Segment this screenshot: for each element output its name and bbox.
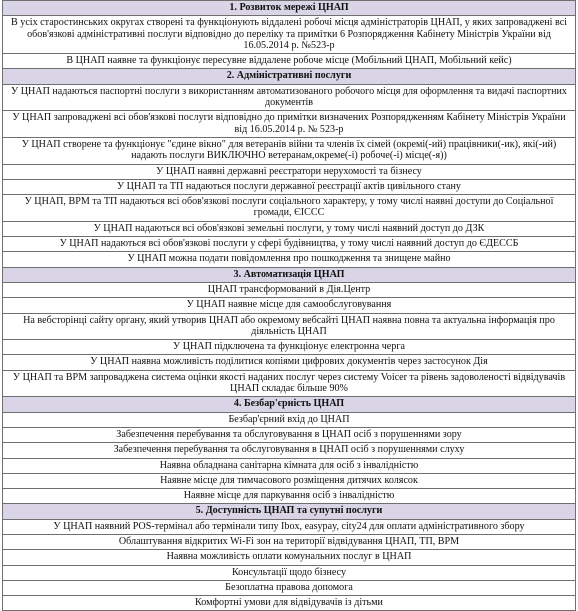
criterion-text: В усіх старостинських округах створені та функціонують віддалені робочі місця адміністраторів ЦНАП, у яких запроваджені всі обов'язкові адміністративні послуги відповідно до переліку та примітки 6 Розпорядження Кабінету Міністрів України від 16.05.2014 р. №523-р bbox=[3, 16, 576, 54]
criterion-text: Наявна можливість оплати комунальних послуг в ЦНАП bbox=[3, 550, 576, 565]
section-title: 4. Безбар'єрність ЦНАП bbox=[3, 397, 576, 412]
criterion-text: У ЦНАП, ВРМ та ТП надаються всі обов'язкові послуги соціального характеру, у тому числі наявні доступи до Соціальної громади, ЄІССС bbox=[3, 195, 576, 222]
criterion-row bbox=[3, 137, 576, 164]
section-title: 1. Розвиток мережі ЦНАП bbox=[3, 1, 576, 16]
criterion-text: Безоплатна правова допомога bbox=[3, 580, 576, 595]
criterion-text: Забезпечення перебування та обслуговування в ЦНАП осіб з порушеннями слуху bbox=[3, 443, 576, 458]
criterion-text: Наявне місце для паркування осіб з інвалідністю bbox=[3, 489, 576, 504]
criterion-text: У ЦНАП надаються всі обов'язкові земельні послуги, у тому числі наявний доступ до ДЗК bbox=[3, 221, 576, 236]
criterion-row bbox=[3, 340, 576, 355]
criteria-table bbox=[2, 0, 576, 611]
criterion-text: Комфортні умови для відвідувачів із дітьми bbox=[3, 596, 576, 611]
criterion-row bbox=[3, 164, 576, 179]
criterion-row bbox=[3, 54, 576, 69]
criterion-text: Безбар'єрний вхід до ЦНАП bbox=[3, 412, 576, 427]
section-header-row bbox=[3, 504, 576, 519]
criterion-text: У ЦНАП надаються всі обов'язкові послуги у сфері будівництва, у тому числі наявний доступ до ЄДЕССБ bbox=[3, 237, 576, 252]
criterion-row bbox=[3, 412, 576, 427]
criterion-row bbox=[3, 443, 576, 458]
criterion-row bbox=[3, 237, 576, 252]
criterion-row bbox=[3, 489, 576, 504]
criterion-text: У ЦНАП надаються паспортні послуги з використанням автоматизованого робочого місця для оформлення та видачі паспортних документів bbox=[3, 84, 576, 111]
criterion-row bbox=[3, 534, 576, 549]
section-header-row bbox=[3, 69, 576, 84]
section-title: 3. Автоматизація ЦНАП bbox=[3, 267, 576, 282]
criterion-row bbox=[3, 111, 576, 138]
criterion-row bbox=[3, 84, 576, 111]
criterion-row bbox=[3, 313, 576, 340]
criterion-row bbox=[3, 580, 576, 595]
section-header-row bbox=[3, 1, 576, 16]
criterion-text: У ЦНАП можна подати повідомлення про пошкодження та знищене майно bbox=[3, 252, 576, 267]
criterion-text: У ЦНАП створене та функціонує "єдине вікно" для ветеранів війни та членів їх сімей (окремі(-ий) працівники(-ик), які(-ий) надають послуги ВИКЛЮЧНО ветеранам,окреме(-і) робоче(-і) місце(-я)) bbox=[3, 137, 576, 164]
criterion-text: У ЦНАП наявний POS-термінал або термінали типу Ibox, easypay, city24 для оплати адміністративного збору bbox=[3, 519, 576, 534]
criterion-row bbox=[3, 221, 576, 236]
criterion-text: Наявне місце для тимчасового розміщення дитячих колясок bbox=[3, 473, 576, 488]
criterion-row bbox=[3, 298, 576, 313]
section-title: 5. Доступність ЦНАП та супутні послуги bbox=[3, 504, 576, 519]
criterion-text: На вебсторінці сайту органу, який утворив ЦНАП або окремому вебсайті ЦНАП наявна повна та актуальна інформація про діяльність ЦНАП bbox=[3, 313, 576, 340]
section-title: 2. Адміністративні послуги bbox=[3, 69, 576, 84]
criterion-text: У ЦНАП підключена та функціонує електронна черга bbox=[3, 340, 576, 355]
criterion-row bbox=[3, 519, 576, 534]
criterion-text: Наявна обладнана санітарна кімната для осіб з інвалідністю bbox=[3, 458, 576, 473]
criterion-text: Забезпечення перебування та обслуговування в ЦНАП осіб з порушеннями зору bbox=[3, 427, 576, 442]
criterion-text: У ЦНАП та ТП надаються послуги державної реєстрації актів цивільного стану bbox=[3, 179, 576, 194]
criteria-table-body bbox=[3, 1, 576, 611]
criterion-row bbox=[3, 355, 576, 370]
criterion-row bbox=[3, 427, 576, 442]
section-header-row bbox=[3, 267, 576, 282]
criterion-text: У ЦНАП наявне місце для самообслуговування bbox=[3, 298, 576, 313]
criterion-row bbox=[3, 473, 576, 488]
criterion-row bbox=[3, 179, 576, 194]
criterion-text: Консультації щодо бізнесу bbox=[3, 565, 576, 580]
criterion-row bbox=[3, 252, 576, 267]
criterion-text: У ЦНАП наявні державні реєстратори нерухомості та бізнесу bbox=[3, 164, 576, 179]
criterion-row bbox=[3, 565, 576, 580]
criterion-text: В ЦНАП наявне та функціонує пересувне віддалене робоче місце (Мобільний ЦНАП, Мобільний кейс) bbox=[3, 54, 576, 69]
criterion-row bbox=[3, 596, 576, 611]
criterion-row bbox=[3, 370, 576, 397]
criterion-text: У ЦНАП наявна можливість поділитися копіями цифрових документів через застосунок Дія bbox=[3, 355, 576, 370]
criterion-row bbox=[3, 550, 576, 565]
section-header-row bbox=[3, 397, 576, 412]
criterion-text: ЦНАП трансформований в Дія.Центр bbox=[3, 282, 576, 297]
criterion-text: У ЦНАП запроваджені всі обов'язкові послуги відповідно до примітки визначених Розпорядженням Кабінету Міністрів України від 16.05.2014 р. № 523-р bbox=[3, 111, 576, 138]
criterion-row bbox=[3, 282, 576, 297]
criterion-row bbox=[3, 458, 576, 473]
criterion-row bbox=[3, 195, 576, 222]
criterion-text: Облаштування відкритих Wi-Fi зон на території відвідування ЦНАП, ТП, ВРМ bbox=[3, 534, 576, 549]
criterion-text: У ЦНАП та ВРМ запроваджена система оцінки якості наданих послуг через систему Voicer та рівень задоволеності відвідувачів ЦНАП складає більше 90% bbox=[3, 370, 576, 397]
criterion-row bbox=[3, 16, 576, 54]
